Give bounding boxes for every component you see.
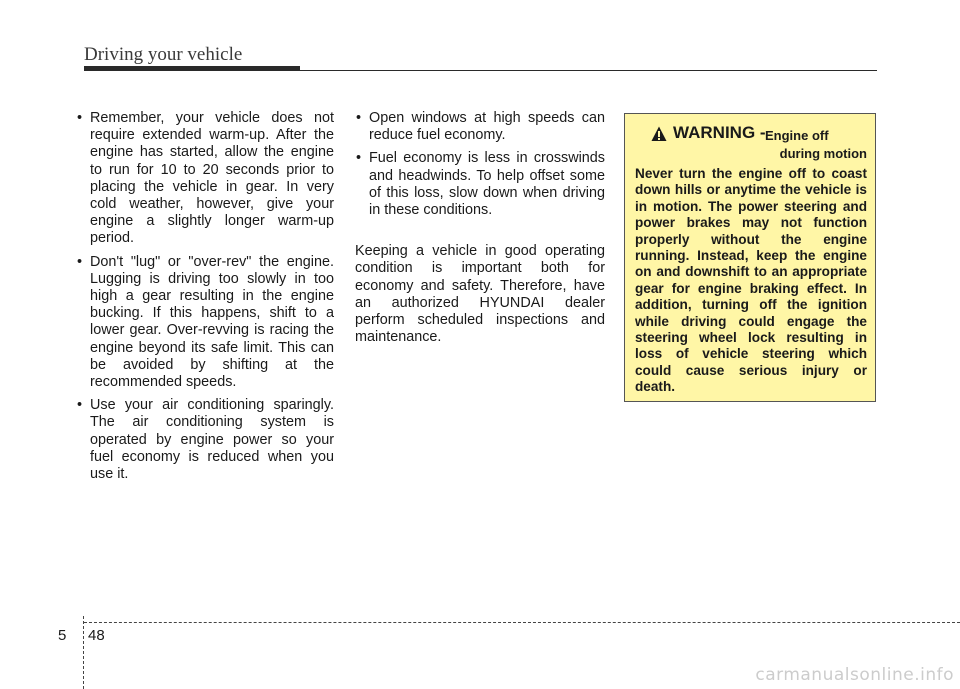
warning-subtitle-line1: Engine off bbox=[765, 128, 829, 143]
bullet-air-conditioning: • Use your air conditioning sparingly. The air conditioning system is operated by engine power so your fuel economy is reduced when you use it. bbox=[76, 397, 334, 483]
page-title: Driving your vehicle bbox=[84, 44, 243, 65]
header-rule-thick bbox=[84, 66, 300, 71]
warning-subtitle-line2: during motion bbox=[779, 146, 867, 161]
warning-header bbox=[635, 124, 867, 164]
chapter-number: 5 bbox=[58, 627, 67, 644]
watermark: carmanualsonline.info bbox=[755, 665, 954, 685]
page-number: 48 bbox=[88, 627, 105, 644]
warning-box bbox=[624, 113, 876, 402]
bullet-lug-over-rev: • Don't "lug" or "over-rev" the engine. Lugging is driving too slowly in too high a gear resulting in the engine bucking. If this happens, shift to a lower gear. Over-revving is racing the engine beyond its safe limit. This can be avoided by shifting at the recommended speeds. bbox=[76, 254, 334, 392]
warning-triangle-icon bbox=[651, 126, 667, 142]
bullet-open-windows: • Open windows at high speeds can reduce fuel economy. bbox=[355, 110, 605, 144]
header-rule-thin bbox=[300, 70, 877, 71]
warning-body: Never turn the engine off to coast down hills or anytime the vehicle is in motion. The power steering and power brakes may not function properly without the engine running. Instead, keep the engine on and downshift to an appropriate gear for engine braking effect. In addition, turning off the ignition while driving could engage the steering wheel lock resulting in loss of vehicle steering which could cause serious injury or death. bbox=[635, 166, 867, 395]
warning-label: WARNING - bbox=[673, 123, 766, 142]
text-column-left bbox=[76, 110, 334, 489]
footer-rule bbox=[84, 622, 960, 623]
bullet-list-left bbox=[76, 110, 334, 483]
bullet-crosswinds: • Fuel economy is less in crosswinds and headwinds. To help offset some of this loss, slow down when driving in these conditions. bbox=[355, 150, 605, 219]
text-column-middle bbox=[355, 110, 605, 361]
bullet-warm-up: • Remember, your vehicle does not require extended warm-up. After the engine has started, allow the engine to run for 10 to 20 seconds prior to placing the vehicle in gear. In very cold weather, however, give your engine a slightly longer warm-up period. bbox=[76, 110, 334, 248]
footer-divider bbox=[83, 616, 84, 689]
maintenance-paragraph: Keeping a vehicle in good operating condition is important both for economy and safety. Therefore, have an authorized HYUNDAI dealer perform scheduled inspections and maintenance. bbox=[355, 243, 605, 346]
bullet-list-middle bbox=[355, 110, 605, 219]
